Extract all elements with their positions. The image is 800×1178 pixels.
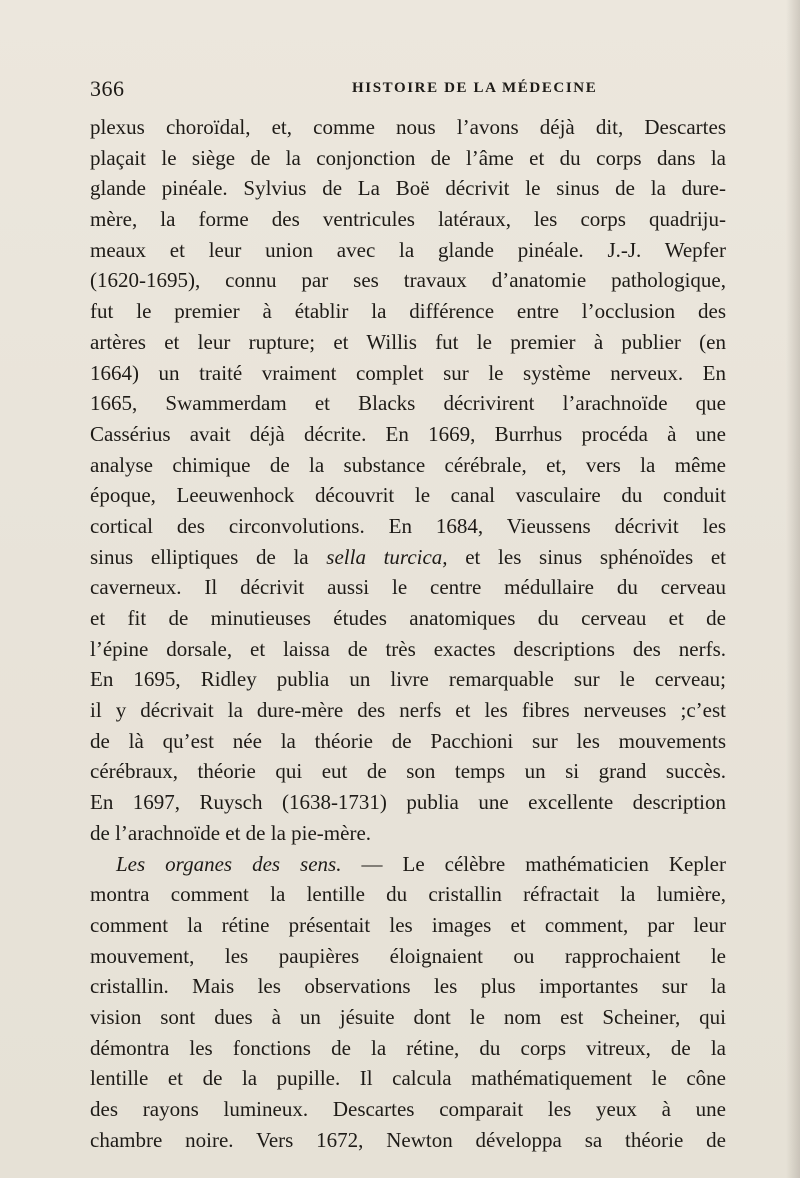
text-line: cristallin. Mais les observations les plus importantes sur la [90,974,726,999]
text-line: il y décrivait la dure-mère des nerfs et les fibres nerveuses ;c’est [90,698,726,723]
text-segment: sinus elliptiques de la [90,544,327,569]
text-line: meaux et leur union avec la glande pinéale. J.-J. Wepfer [90,237,726,262]
text-line: cérébraux, théorie qui eut de son temps un si grand succès. [90,759,726,784]
italic-term: sella turcica, [326,544,448,569]
text-line: lentille et de la pupille. Il calcula mathématiquement le cône [90,1066,726,1091]
text-line: et fit de minutieuses études anatomiques du cerveau et de [90,606,726,630]
body-text [90,112,726,1155]
page-header [90,76,730,106]
text-line: caverneux. Il décrivit aussi le centre médullaire du cerveau [90,575,726,600]
text-line: montra comment la lentille du cristallin réfractait la lumière, [90,882,726,907]
text-line: En 1695, Ridley publia un livre remarquable sur le cerveau; [90,667,726,692]
text-line: 1665, Swammerdam et Blacks décrivirent l’arachnoïde que [90,391,726,416]
text-line: plexus choroïdal, et, comme nous l’avons déjà dit, Descartes [90,115,726,139]
text-line: démontra les fonctions de la rétine, du corps vitreux, de la [90,1035,726,1060]
text-line: artères et leur rupture; et Willis fut le premier à publier (en [90,329,726,354]
paragraph-last-line: de l’arachnoïde et de la pie-mère. [90,820,372,845]
paragraph-2 [90,849,726,1156]
text-line: analyse chimique de la substance cérébrale, et, vers la même [90,452,726,477]
page-edge-shadow [786,0,800,1178]
text-line: Cassérius avait déjà décrite. En 1669, Burrhus procéda à une [90,421,726,446]
text-line: 1664) un traité vraiment complet sur le système nerveux. En [90,360,726,385]
text-line: de là qu’est née la théorie de Pacchioni sur les mouvements [90,728,726,753]
text-line: fut le premier à établir la différence entre l’occlusion des [90,299,726,324]
text-line: comment la rétine présentait les images et comment, par leur [90,912,726,937]
text-line: l’épine dorsale, et laissa de très exactes descriptions des nerfs. [90,636,726,661]
running-head: HISTOIRE DE LA MÉDECINE [352,80,598,96]
paragraph-1 [90,112,726,849]
text-line: époque, Leeuwenhock découvrit le canal vasculaire du conduit [90,483,726,508]
page-number: 366 [90,76,125,101]
text-line-with-italic [90,542,726,573]
text-line: vision sont dues à un jésuite dont le nom est Scheiner, qui [90,1004,726,1029]
text-line: glande pinéale. Sylvius de La Boë décrivit le sinus de la dure- [90,176,726,201]
section-heading-line [90,849,726,880]
text-line: En 1697, Ruysch (1638-1731) publia une excellente description [90,790,726,815]
text-segment: — Le célèbre mathématicien Kepler [341,851,726,876]
text-line: plaçait le siège de la conjonction de l’âme et du corps dans la [90,145,726,170]
text-line: mère, la forme des ventricules latéraux, les corps quadriju- [90,207,726,232]
text-line: chambre noire. Vers 1672, Newton développa sa théorie de [90,1127,726,1152]
text-segment: et les sinus sphénoïdes et [447,544,726,569]
text-line: mouvement, les paupières éloignaient ou rapprochaient le [90,943,726,968]
text-line: cortical des circonvolutions. En 1684, Vieussens décrivit les [90,513,726,538]
text-line: (1620-1695), connu par ses travaux d’anatomie pathologique, [90,268,726,293]
text-line: des rayons lumineux. Descartes comparait les yeux à une [90,1097,726,1121]
section-heading: Les organes des sens. [116,851,342,876]
